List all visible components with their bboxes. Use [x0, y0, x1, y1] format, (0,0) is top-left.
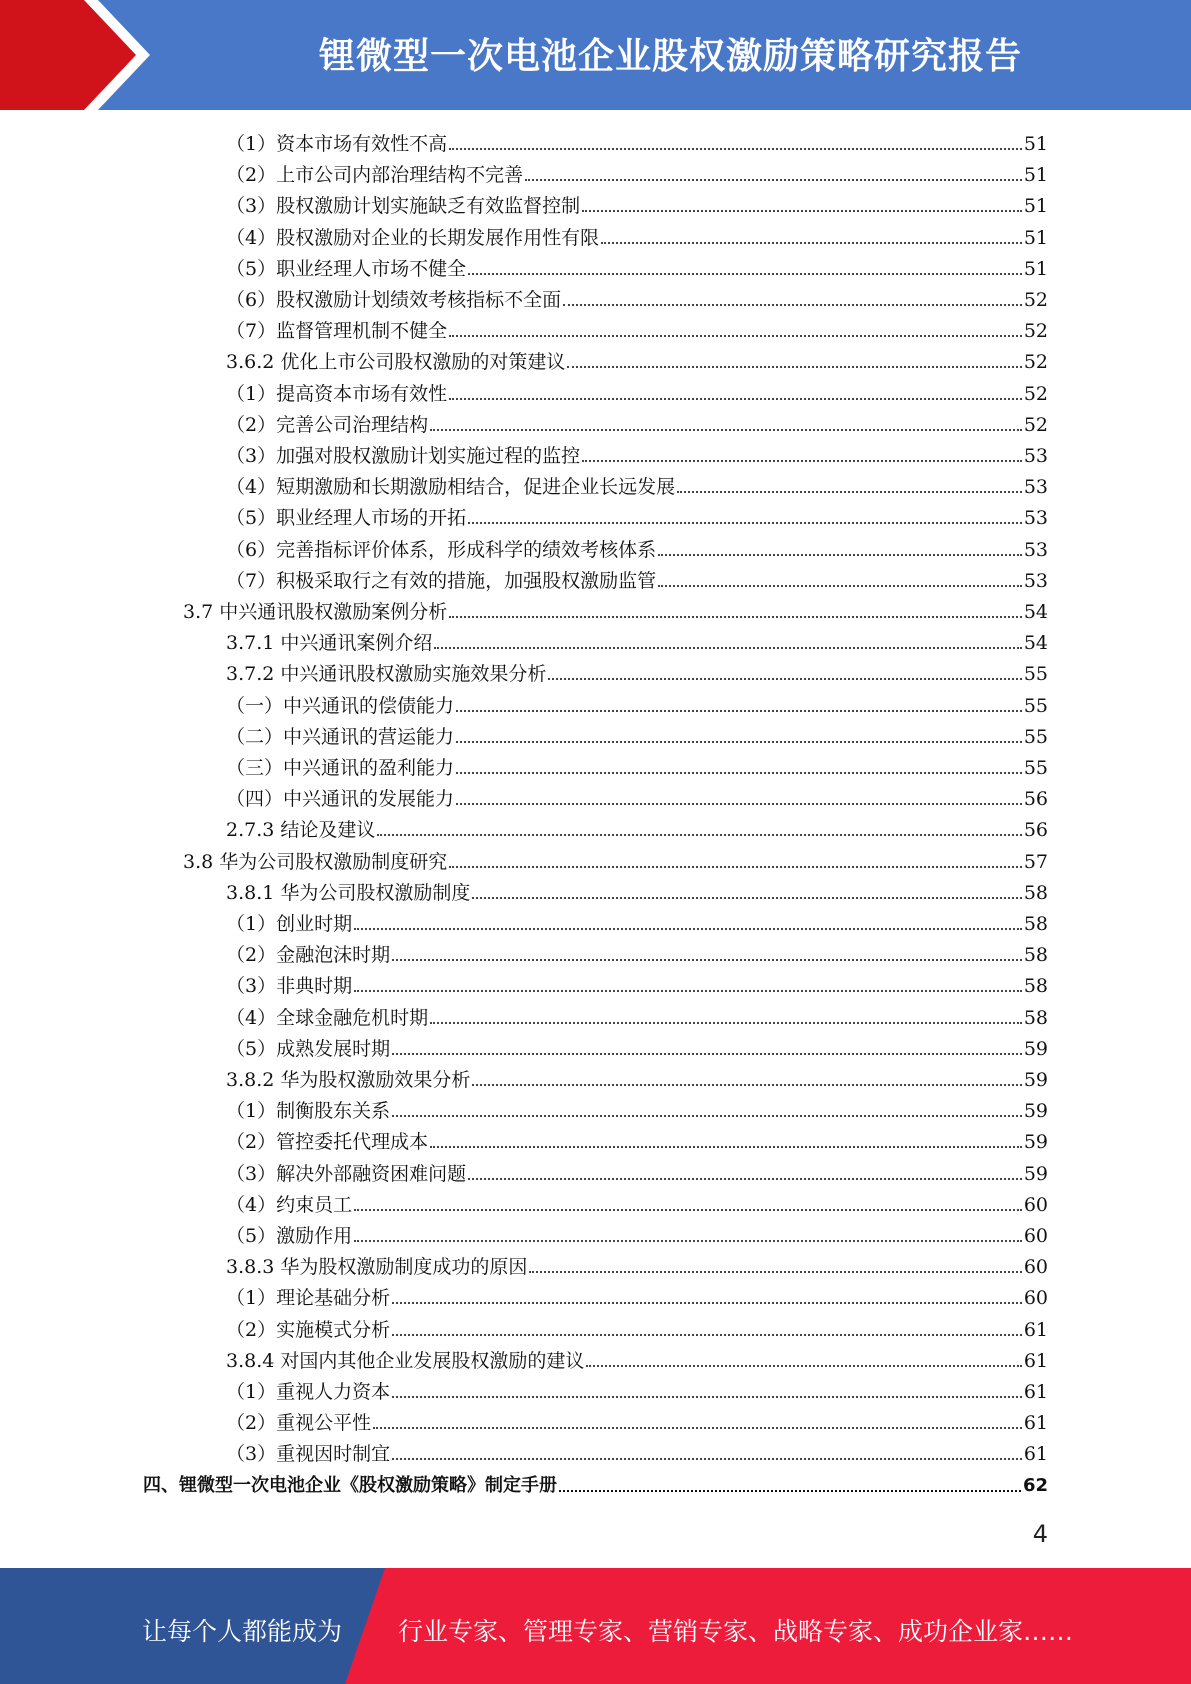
- toc-entry-title: 2.7.3 结论及建议: [226, 819, 376, 842]
- toc-leader-dots: [449, 148, 1022, 150]
- toc-entry-title: （4）约束员工: [226, 1193, 353, 1216]
- toc-entry-page: 52: [1023, 413, 1048, 436]
- toc-entry[interactable]: [226, 905, 1048, 936]
- toc-entry-page: 51: [1023, 164, 1048, 187]
- toc-leader-dots: [677, 491, 1022, 493]
- toc-entry[interactable]: [226, 468, 1048, 499]
- toc-entry-page: 61: [1023, 1381, 1048, 1403]
- toc-leader-dots: [582, 210, 1022, 212]
- toc-entry-page: 51: [1023, 226, 1048, 249]
- toc-entry-page: 53: [1023, 476, 1048, 499]
- toc-entry-title: （1）理论基础分析: [226, 1287, 391, 1310]
- toc-entry-page: 59: [1023, 1069, 1048, 1091]
- toc-entry-page: 51: [1023, 195, 1048, 218]
- toc-entry-page: 56: [1023, 788, 1048, 811]
- toc-entry-title: （5）激励作用: [226, 1225, 353, 1247]
- toc-entry-page: 59: [1023, 1037, 1048, 1060]
- toc-leader-dots: [392, 1334, 1022, 1336]
- toc-entry-title: （4）全球金融危机时期: [226, 1006, 429, 1029]
- toc-entry-page: 60: [1023, 1256, 1048, 1279]
- toc-leader-dots: [430, 1146, 1022, 1148]
- toc-entry-page: 52: [1023, 320, 1048, 343]
- toc-entry[interactable]: [226, 1092, 1048, 1123]
- toc-entry-page: 52: [1023, 351, 1048, 374]
- toc-entry-title: 3.7 中兴通讯股权激励案例分析: [183, 601, 448, 623]
- toc-leader-dots: [392, 1115, 1022, 1117]
- toc-entry-page: 51: [1023, 133, 1048, 155]
- toc-entry-page: 55: [1023, 663, 1048, 686]
- toc-entry[interactable]: [226, 437, 1048, 468]
- toc-leader-dots: [354, 928, 1022, 930]
- toc-entry-title: （二）中兴通讯的营运能力: [226, 725, 455, 748]
- toc-entry-title: 3.8.2 华为股权激励效果分析: [226, 1069, 471, 1091]
- toc-entry[interactable]: [226, 281, 1048, 312]
- toc-leader-dots: [468, 522, 1022, 524]
- toc-leader-dots: [658, 554, 1022, 556]
- toc-entry[interactable]: [226, 531, 1048, 562]
- toc-entry[interactable]: [226, 1435, 1048, 1466]
- toc-entry-page: 53: [1023, 538, 1048, 561]
- toc-leader-dots: [472, 897, 1021, 899]
- toc-entry-title: （6）股权激励计划绩效考核指标不全面: [226, 289, 562, 311]
- toc-leader-dots: [468, 273, 1022, 275]
- toc-entry[interactable]: [226, 1404, 1048, 1435]
- toc-entry[interactable]: [226, 375, 1048, 406]
- toc-leader-dots: [377, 834, 1021, 836]
- toc-entry-page: 60: [1023, 1225, 1048, 1247]
- toc-entry-title: （四）中兴通讯的发展能力: [226, 788, 455, 811]
- toc-entry[interactable]: [226, 219, 1048, 250]
- toc-entry-title: （1）提高资本市场有效性: [226, 382, 448, 405]
- toc-leader-dots: [658, 585, 1022, 587]
- toc-entry-page: 58: [1023, 913, 1048, 935]
- toc-entry-title: （4）短期激励和长期激励相结合，促进企业长远发展: [226, 476, 676, 499]
- toc-leader-dots: [567, 366, 1021, 368]
- toc-entry[interactable]: [226, 624, 1048, 655]
- toc-leader-dots: [449, 335, 1022, 337]
- toc-entry-title: （2）完善公司治理结构: [226, 413, 429, 436]
- toc-entry-page: 56: [1023, 819, 1048, 842]
- toc-leader-dots: [354, 1209, 1022, 1211]
- toc-entry-title: （2）管控委托代理成本: [226, 1131, 429, 1154]
- toc-entry-page: 54: [1023, 632, 1048, 655]
- toc-leader-dots: [449, 616, 1022, 618]
- toc-entry[interactable]: [226, 749, 1048, 780]
- toc-leader-dots: [392, 1396, 1022, 1398]
- toc-entry-page: 60: [1023, 1287, 1048, 1310]
- toc-entry-page: 52: [1023, 382, 1048, 405]
- toc-entry-title: （3）加强对股权激励计划实施过程的监控: [226, 445, 581, 467]
- toc-entry[interactable]: [226, 874, 1048, 905]
- toc-entry[interactable]: [226, 343, 1048, 374]
- toc-entry[interactable]: [226, 250, 1048, 281]
- toc-entry-title: （2）上市公司内部治理结构不完善: [226, 164, 524, 187]
- toc-entry-title: （2）实施模式分析: [226, 1318, 391, 1341]
- toc-entry-page: 59: [1023, 1162, 1048, 1185]
- footer-slogan-left: 让每个人都能成为: [142, 1617, 343, 1646]
- toc-entry[interactable]: [226, 125, 1048, 156]
- toc-entry[interactable]: [226, 499, 1048, 530]
- toc-entry[interactable]: [226, 936, 1048, 967]
- toc-entry-page: 59: [1023, 1100, 1048, 1123]
- toc-entry-title: （1）资本市场有效性不高: [226, 133, 448, 155]
- toc-leader-dots: [559, 1490, 1021, 1492]
- toc-leader-dots: [456, 741, 1022, 743]
- toc-entry-title: （5）成熟发展时期: [226, 1037, 391, 1060]
- toc-entry-title: 3.8 华为公司股权激励制度研究: [183, 850, 448, 873]
- toc-entry[interactable]: [226, 187, 1048, 218]
- toc-entry-page: 58: [1023, 944, 1048, 967]
- toc-entry-page: 53: [1023, 445, 1048, 467]
- toc-entry-title: （三）中兴通讯的盈利能力: [226, 757, 455, 779]
- toc-leader-dots: [456, 803, 1022, 805]
- toc-entry-page: 58: [1023, 975, 1048, 998]
- toc-entry-page: 61: [1023, 1443, 1048, 1466]
- toc-entry-page: 61: [1023, 1349, 1048, 1372]
- toc-entry-title: （2）金融泡沫时期: [226, 944, 391, 967]
- toc-leader-dots: [456, 772, 1022, 774]
- toc-leader-dots: [601, 242, 1022, 244]
- toc-entry-title: （5）职业经理人市场不健全: [226, 257, 467, 280]
- toc-leader-dots: [529, 1271, 1021, 1273]
- toc-entry-title: （4）股权激励对企业的长期发展作用性有限: [226, 226, 600, 249]
- toc-entry-title: 3.8.4 对国内其他企业发展股权激励的建议: [226, 1349, 585, 1372]
- toc-entry-title: （3）重视因时制宜: [226, 1443, 391, 1466]
- toc-entry-title: （1）创业时期: [226, 913, 353, 935]
- toc-leader-dots: [449, 866, 1022, 868]
- toc-entry-title: 3.8.1 华为公司股权激励制度: [226, 881, 471, 904]
- toc-entry-page: 61: [1023, 1318, 1048, 1341]
- page-number: 4: [1032, 1520, 1048, 1548]
- toc-entry-page: 61: [1023, 1412, 1048, 1435]
- toc-entry-page: 59: [1023, 1131, 1048, 1154]
- toc-entry-page: 57: [1023, 850, 1048, 873]
- toc-leader-dots: [449, 398, 1022, 400]
- toc-entry-page: 60: [1023, 1193, 1048, 1216]
- toc-leader-dots: [563, 304, 1022, 306]
- toc-entry-title: （7）积极采取行之有效的措施，加强股权激励监管: [226, 569, 657, 592]
- toc-entry-page: 58: [1023, 881, 1048, 904]
- toc-entry-page: 55: [1023, 757, 1048, 779]
- toc-entry-title: （3）股权激励计划实施缺乏有效监督控制: [226, 195, 581, 218]
- toc-entry[interactable]: [226, 1186, 1048, 1217]
- toc-entry[interactable]: [226, 1217, 1048, 1248]
- footer-slogan-right: 行业专家、管理专家、营销专家、战略专家、成功企业家……: [398, 1617, 1074, 1646]
- toc-entry[interactable]: [226, 811, 1048, 842]
- toc-entry-page: 51: [1023, 257, 1048, 280]
- toc-entry-page: 53: [1023, 569, 1048, 592]
- toc-entry[interactable]: [143, 1467, 1048, 1498]
- toc-leader-dots: [392, 1053, 1022, 1055]
- toc-entry-title: （一）中兴通讯的偿债能力: [226, 694, 455, 717]
- toc-leader-dots: [430, 1022, 1022, 1024]
- toc-entry-page: 53: [1023, 507, 1048, 530]
- toc-entry-title: （7）监督管理机制不健全: [226, 320, 448, 343]
- toc-entry[interactable]: [183, 593, 1048, 624]
- toc-entry[interactable]: [183, 843, 1048, 874]
- toc-entry-page: 55: [1023, 694, 1048, 717]
- toc-entry-title: （6）完善指标评价体系，形成科学的绩效考核体系: [226, 538, 657, 561]
- toc-entry[interactable]: [226, 1248, 1048, 1279]
- toc-entry-title: 3.6.2 优化上市公司股权激励的对策建议: [226, 351, 566, 374]
- toc-entry[interactable]: [226, 1279, 1048, 1310]
- toc-entry[interactable]: [226, 1061, 1048, 1092]
- toc-leader-dots: [548, 678, 1021, 680]
- toc-entry[interactable]: [226, 562, 1048, 593]
- toc-entry-title: （2）重视公平性: [226, 1412, 372, 1435]
- toc-entry[interactable]: [226, 1030, 1048, 1061]
- toc-leader-dots: [430, 429, 1022, 431]
- toc-entry[interactable]: [226, 999, 1048, 1030]
- toc-leader-dots: [392, 1302, 1022, 1304]
- toc-entry[interactable]: [226, 1155, 1048, 1186]
- toc-entry[interactable]: [226, 655, 1048, 686]
- toc-entry-title: 3.7.1 中兴通讯案例介绍: [226, 632, 433, 655]
- toc-entry-page: 52: [1023, 289, 1048, 311]
- toc-leader-dots: [434, 647, 1021, 649]
- toc-entry[interactable]: [226, 967, 1048, 998]
- toc-entry[interactable]: [226, 156, 1048, 187]
- toc-entry-page: 62: [1022, 1474, 1048, 1496]
- toc-entry-title: （1）重视人力资本: [226, 1381, 391, 1403]
- toc-entry[interactable]: [226, 312, 1048, 343]
- toc-entry[interactable]: [226, 1373, 1048, 1404]
- toc-entry[interactable]: [226, 780, 1048, 811]
- toc-leader-dots: [373, 1427, 1022, 1429]
- toc-entry[interactable]: [226, 1342, 1048, 1373]
- toc-leader-dots: [354, 1240, 1022, 1242]
- toc-entry-title: （3）解决外部融资困难问题: [226, 1162, 467, 1185]
- toc-leader-dots: [392, 1458, 1022, 1460]
- toc-leader-dots: [456, 710, 1022, 712]
- toc-entry-title: （3）非典时期: [226, 975, 353, 998]
- toc-entry[interactable]: [226, 1123, 1048, 1154]
- page-footer: [0, 1568, 1191, 1684]
- toc-entry-title: （1）制衡股东关系: [226, 1100, 391, 1123]
- toc-entry[interactable]: [226, 406, 1048, 437]
- toc-entry[interactable]: [226, 1311, 1048, 1342]
- page-header: [0, 0, 1191, 110]
- toc-leader-dots: [582, 460, 1022, 462]
- document-title: 锂微型一次电池企业股权激励策略研究报告: [318, 36, 1022, 77]
- toc-leader-dots: [468, 1178, 1022, 1180]
- toc-entry[interactable]: [226, 687, 1048, 718]
- toc-leader-dots: [392, 959, 1022, 961]
- toc-entry-page: 54: [1023, 601, 1048, 623]
- toc-entry[interactable]: [226, 718, 1048, 749]
- toc-entry-title: （5）职业经理人市场的开拓: [226, 507, 467, 530]
- toc-entry-title: 3.7.2 中兴通讯股权激励实施效果分析: [226, 663, 547, 686]
- toc-entry-title: 四、锂微型一次电池企业《股权激励策略》制定手册: [143, 1474, 557, 1496]
- toc-entry-page: 58: [1023, 1006, 1048, 1029]
- toc-leader-dots: [586, 1365, 1021, 1367]
- toc-entry-title: 3.8.3 华为股权激励制度成功的原因: [226, 1256, 528, 1279]
- toc-leader-dots: [472, 1084, 1021, 1086]
- toc-entry-page: 55: [1023, 725, 1048, 748]
- toc-leader-dots: [525, 179, 1022, 181]
- toc-leader-dots: [354, 990, 1022, 992]
